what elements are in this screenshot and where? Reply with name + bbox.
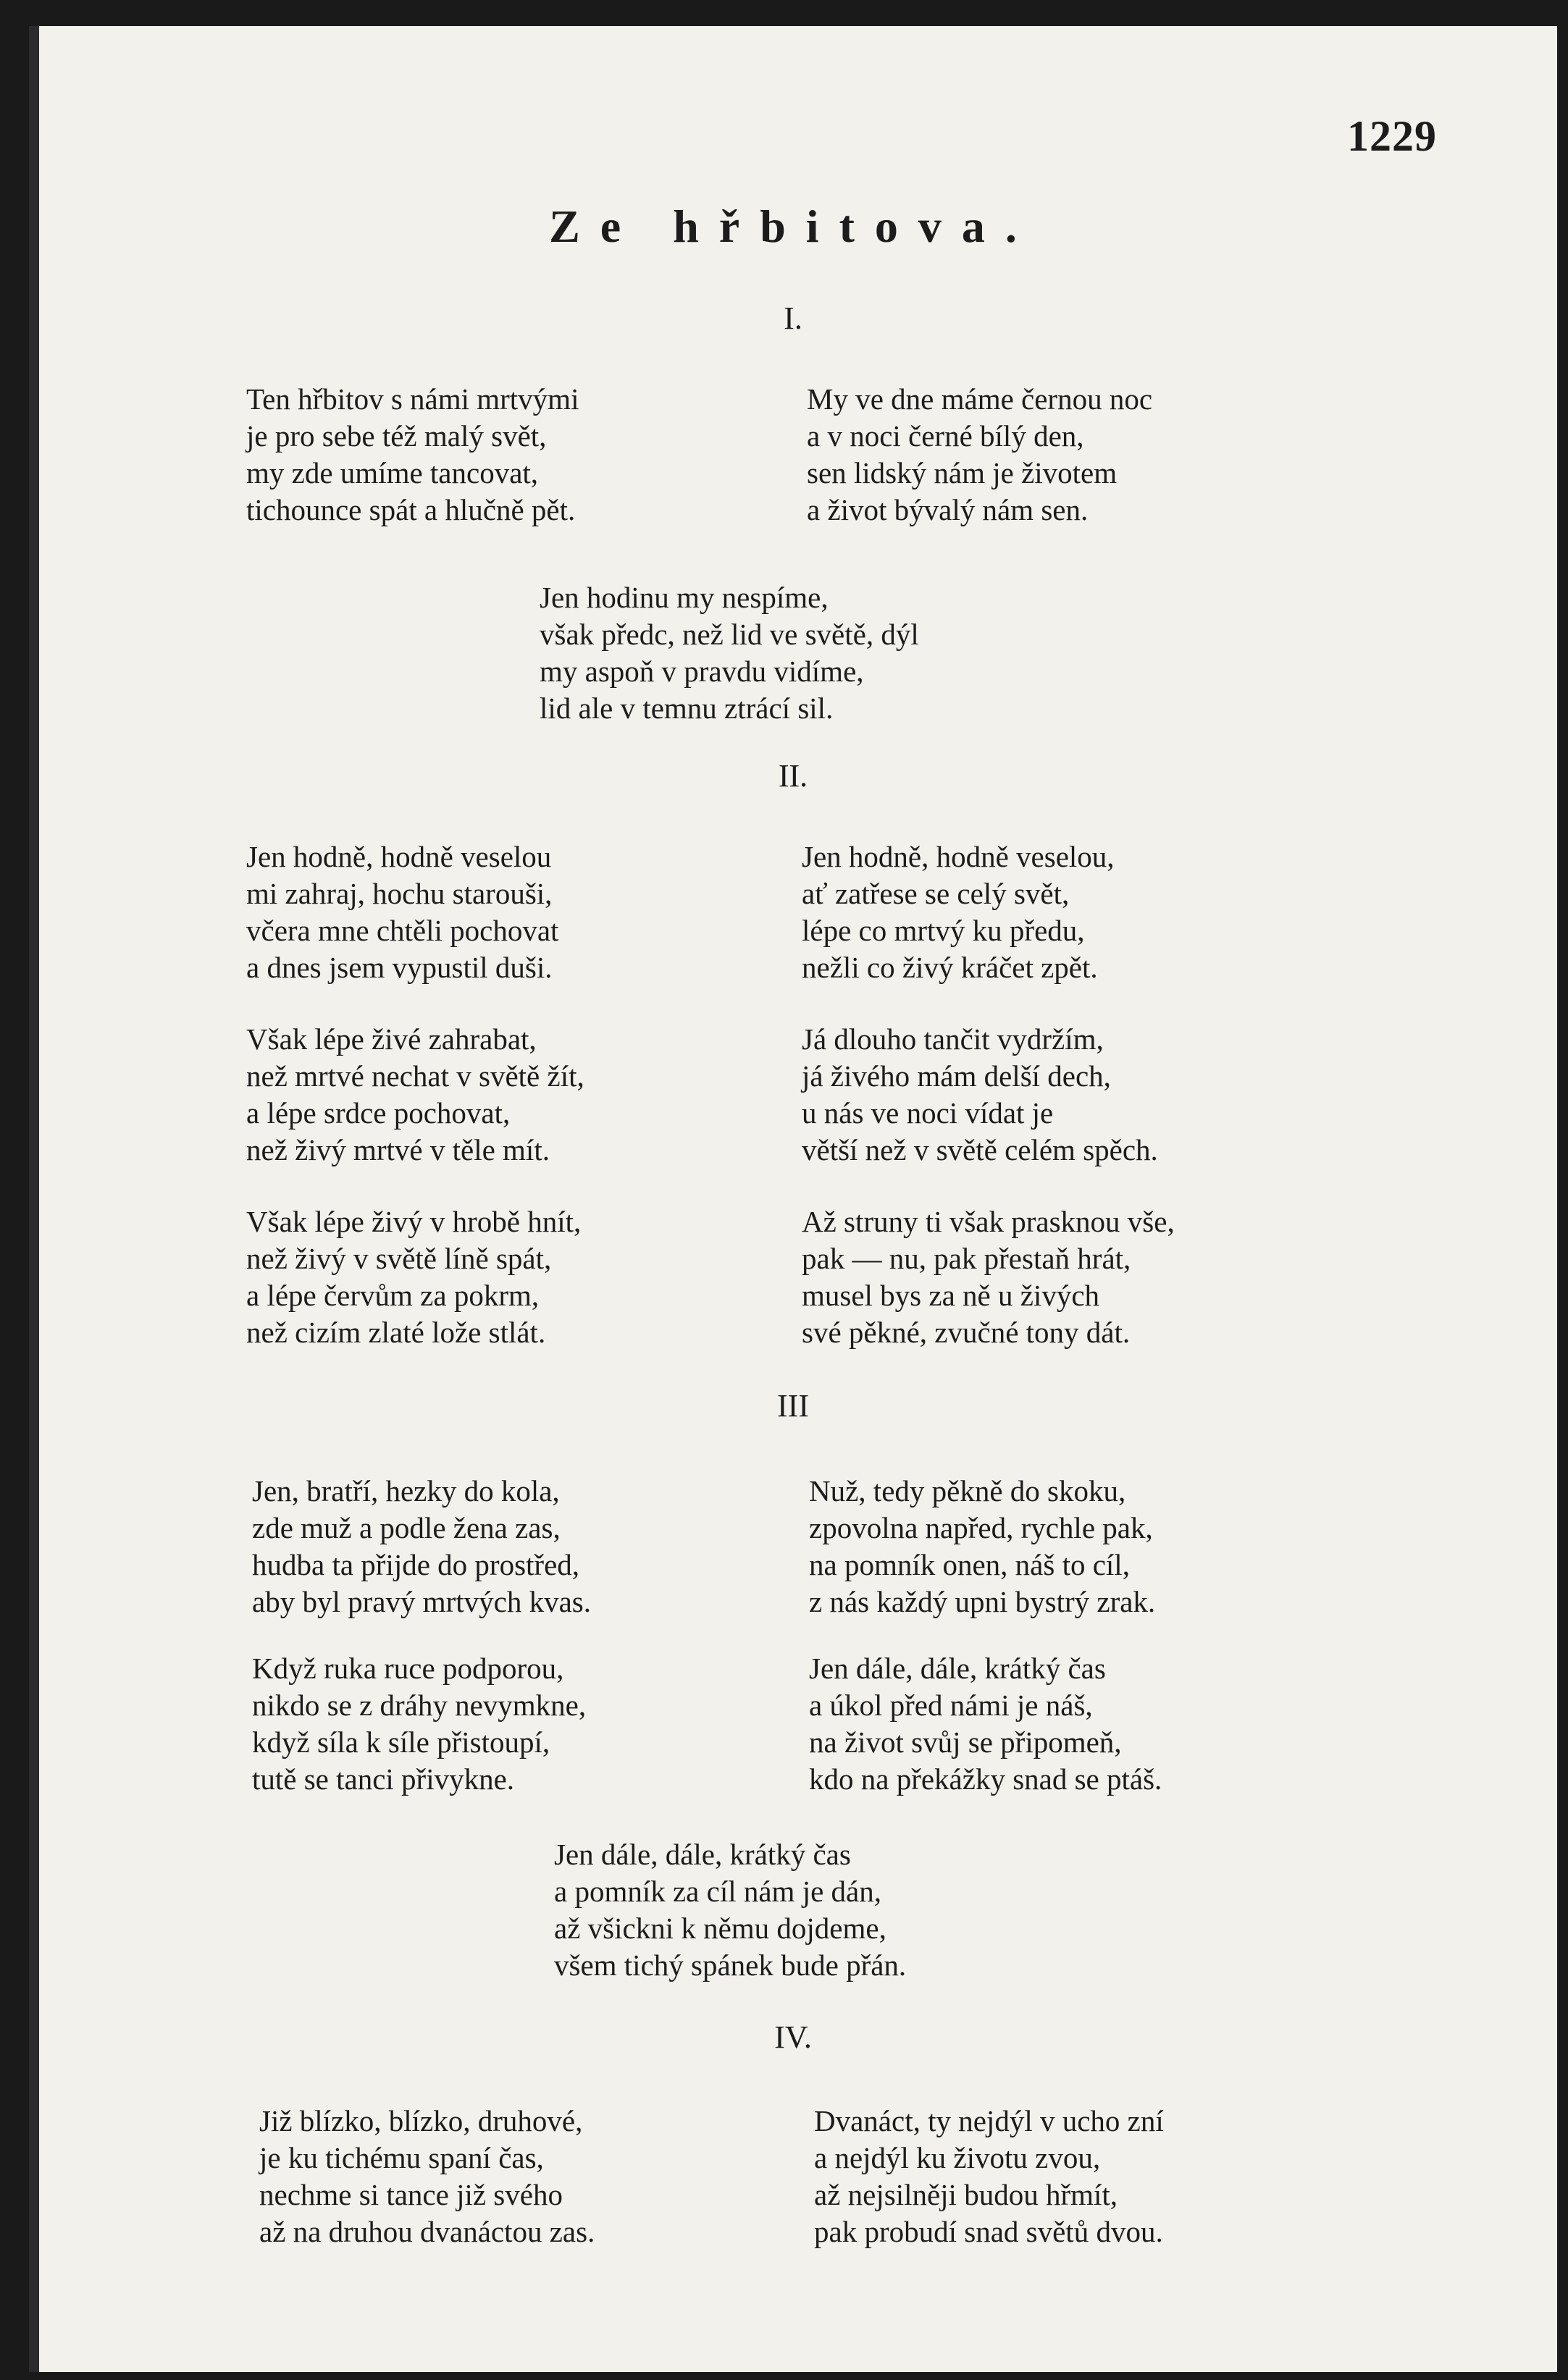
verse-line: až nejsilněji budou hřmít, bbox=[814, 2178, 1118, 2211]
stanza-3-5 bbox=[554, 1836, 906, 1984]
verse-line: než cizím zlaté lože stlát. bbox=[246, 1316, 546, 1349]
verse-line: Jen dále, dále, krátký čas bbox=[809, 1652, 1106, 1685]
verse-line: než živý v světě líně spát, bbox=[246, 1242, 552, 1275]
verse-line: Jen dále, dále, krátký čas bbox=[554, 1838, 851, 1871]
page-number: 1229 bbox=[1347, 112, 1437, 160]
verse-line: včera mne chtěli pochovat bbox=[246, 914, 559, 947]
verse-line: My ve dne máme černou noc bbox=[807, 382, 1153, 416]
verse-line: nikdo se z dráhy nevymkne, bbox=[252, 1689, 587, 1722]
verse-line: však předc, než lid ve světě, dýl bbox=[540, 618, 919, 651]
verse-line: Až struny ti však prasknou vše, bbox=[802, 1205, 1175, 1238]
verse-line: všem tichý spánek bude přán. bbox=[554, 1948, 907, 1982]
verse-line: pak — nu, pak přestaň hrát, bbox=[802, 1242, 1131, 1275]
verse-line: kdo na překážky snad se ptáš. bbox=[809, 1762, 1162, 1796]
verse-line: nechme si tance již svého bbox=[259, 2178, 563, 2211]
verse-line: na život svůj se připomeň, bbox=[809, 1725, 1122, 1759]
verse-line: u nás ve noci vídat je bbox=[802, 1096, 1054, 1130]
verse-line: Jen hodně, hodně veselou, bbox=[802, 840, 1115, 873]
verse-line: a v noci černé bílý den, bbox=[807, 419, 1084, 453]
verse-line: Ten hřbitov s námi mrtvými bbox=[246, 382, 579, 416]
stanza-4-2 bbox=[814, 2103, 1164, 2250]
stanza-3-2 bbox=[809, 1473, 1155, 1620]
verse-line: pak probudí snad světů dvou. bbox=[814, 2215, 1163, 2248]
stanza-3-1 bbox=[252, 1473, 591, 1620]
poem-title: Ze hřbitova. bbox=[549, 201, 1037, 252]
section-numeral-3: III bbox=[777, 1388, 809, 1424]
stanza-2-1 bbox=[246, 838, 558, 986]
stanza-2-2 bbox=[802, 838, 1115, 986]
verse-line: Jen, bratří, hezky do kola, bbox=[252, 1474, 560, 1508]
verse-line: a nejdýl ku životu zvou, bbox=[814, 2141, 1101, 2174]
book-page bbox=[29, 26, 1557, 2372]
stanza-2-4 bbox=[802, 1021, 1158, 1169]
verse-line: a dnes jsem vypustil duši. bbox=[246, 951, 553, 984]
verse-line: Když ruka ruce podporou, bbox=[252, 1652, 564, 1685]
verse-line: Však lépe živý v hrobě hnít, bbox=[246, 1205, 582, 1238]
verse-line: větší než v světě celém spěch. bbox=[802, 1133, 1158, 1166]
verse-line: a lépe srdce pochovat, bbox=[246, 1096, 511, 1130]
stanza-4-1 bbox=[259, 2103, 595, 2250]
stanza-3-3 bbox=[252, 1650, 586, 1798]
verse-line: zpovolna napřed, rychle pak, bbox=[809, 1511, 1153, 1544]
verse-line: až na druhou dvanáctou zas. bbox=[259, 2215, 595, 2248]
verse-line: sen lidský nám je životem bbox=[807, 456, 1118, 489]
verse-line: hudba ta přijde do prostřed, bbox=[252, 1548, 580, 1581]
stanza-3-4 bbox=[809, 1650, 1162, 1798]
verse-line: lépe co mrtvý ku předu, bbox=[802, 914, 1085, 947]
verse-line: a lépe červům za pokrm, bbox=[246, 1279, 540, 1312]
verse-line: je pro sebe též malý svět, bbox=[246, 419, 547, 453]
verse-line: než živý mrtvé v těle mít. bbox=[246, 1133, 550, 1166]
verse-line: je ku tichému spaní čas, bbox=[259, 2141, 544, 2174]
verse-line: aby byl pravý mrtvých kvas. bbox=[252, 1585, 591, 1618]
section-numeral-4: IV. bbox=[774, 2019, 812, 2055]
verse-line: a pomník za cíl nám je dán, bbox=[554, 1875, 881, 1908]
verse-line: mi zahraj, hochu starouši, bbox=[246, 877, 553, 910]
verse-line: a život bývalý nám sen. bbox=[807, 493, 1089, 526]
section-numeral-1: I. bbox=[784, 300, 802, 336]
verse-line: já živého mám delší dech, bbox=[802, 1059, 1111, 1093]
verse-line: zde muž a podle žena zas, bbox=[252, 1511, 561, 1544]
stanza-2-5 bbox=[246, 1203, 581, 1351]
stanza-1-1 bbox=[246, 381, 579, 529]
verse-line: Nuž, tedy pěkně do skoku, bbox=[809, 1474, 1126, 1508]
verse-line: své pěkné, zvučné tony dát. bbox=[802, 1316, 1131, 1349]
verse-line: na pomník onen, náš to cíl, bbox=[809, 1548, 1130, 1581]
verse-line: Jen hodně, hodně veselou bbox=[246, 840, 552, 873]
verse-line: Dvanáct, ty nejdýl v ucho zní bbox=[814, 2104, 1164, 2137]
verse-line: ať zatřese se celý svět, bbox=[802, 877, 1070, 910]
verse-line: my aspoň v pravdu vidíme, bbox=[540, 655, 864, 688]
verse-line: my zde umíme tancovat, bbox=[246, 456, 539, 489]
verse-line: když síla k síle přistoupí, bbox=[252, 1725, 550, 1759]
stanza-2-6 bbox=[802, 1203, 1175, 1351]
verse-line: než mrtvé nechat v světě žít, bbox=[246, 1059, 584, 1093]
verse-line: nežli co živý kráčet zpět. bbox=[802, 951, 1098, 984]
stanza-2-3 bbox=[246, 1021, 584, 1169]
verse-line: musel bys za ně u živých bbox=[802, 1279, 1100, 1312]
verse-line: lid ale v temnu ztrácí sil. bbox=[540, 691, 834, 725]
verse-line: Již blízko, blízko, druhové, bbox=[259, 2104, 583, 2137]
verse-line: Však lépe živé zahrabat, bbox=[246, 1022, 537, 1056]
section-numeral-2: II. bbox=[778, 758, 808, 794]
verse-line: tichounce spát a hlučně pět. bbox=[246, 493, 576, 526]
verse-line: tutě se tanci přivykne. bbox=[252, 1762, 515, 1796]
verse-line: Jen hodinu my nespíme, bbox=[540, 581, 829, 614]
verse-line: a úkol před námi je náš, bbox=[809, 1689, 1093, 1722]
verse-line: Já dlouho tančit vydržím, bbox=[802, 1022, 1104, 1056]
verse-line: z nás každý upni bystrý zrak. bbox=[809, 1585, 1156, 1618]
verse-line: až všickni k němu dojdeme, bbox=[554, 1912, 886, 1945]
stanza-1-3 bbox=[540, 579, 919, 727]
stanza-1-2 bbox=[807, 381, 1152, 529]
